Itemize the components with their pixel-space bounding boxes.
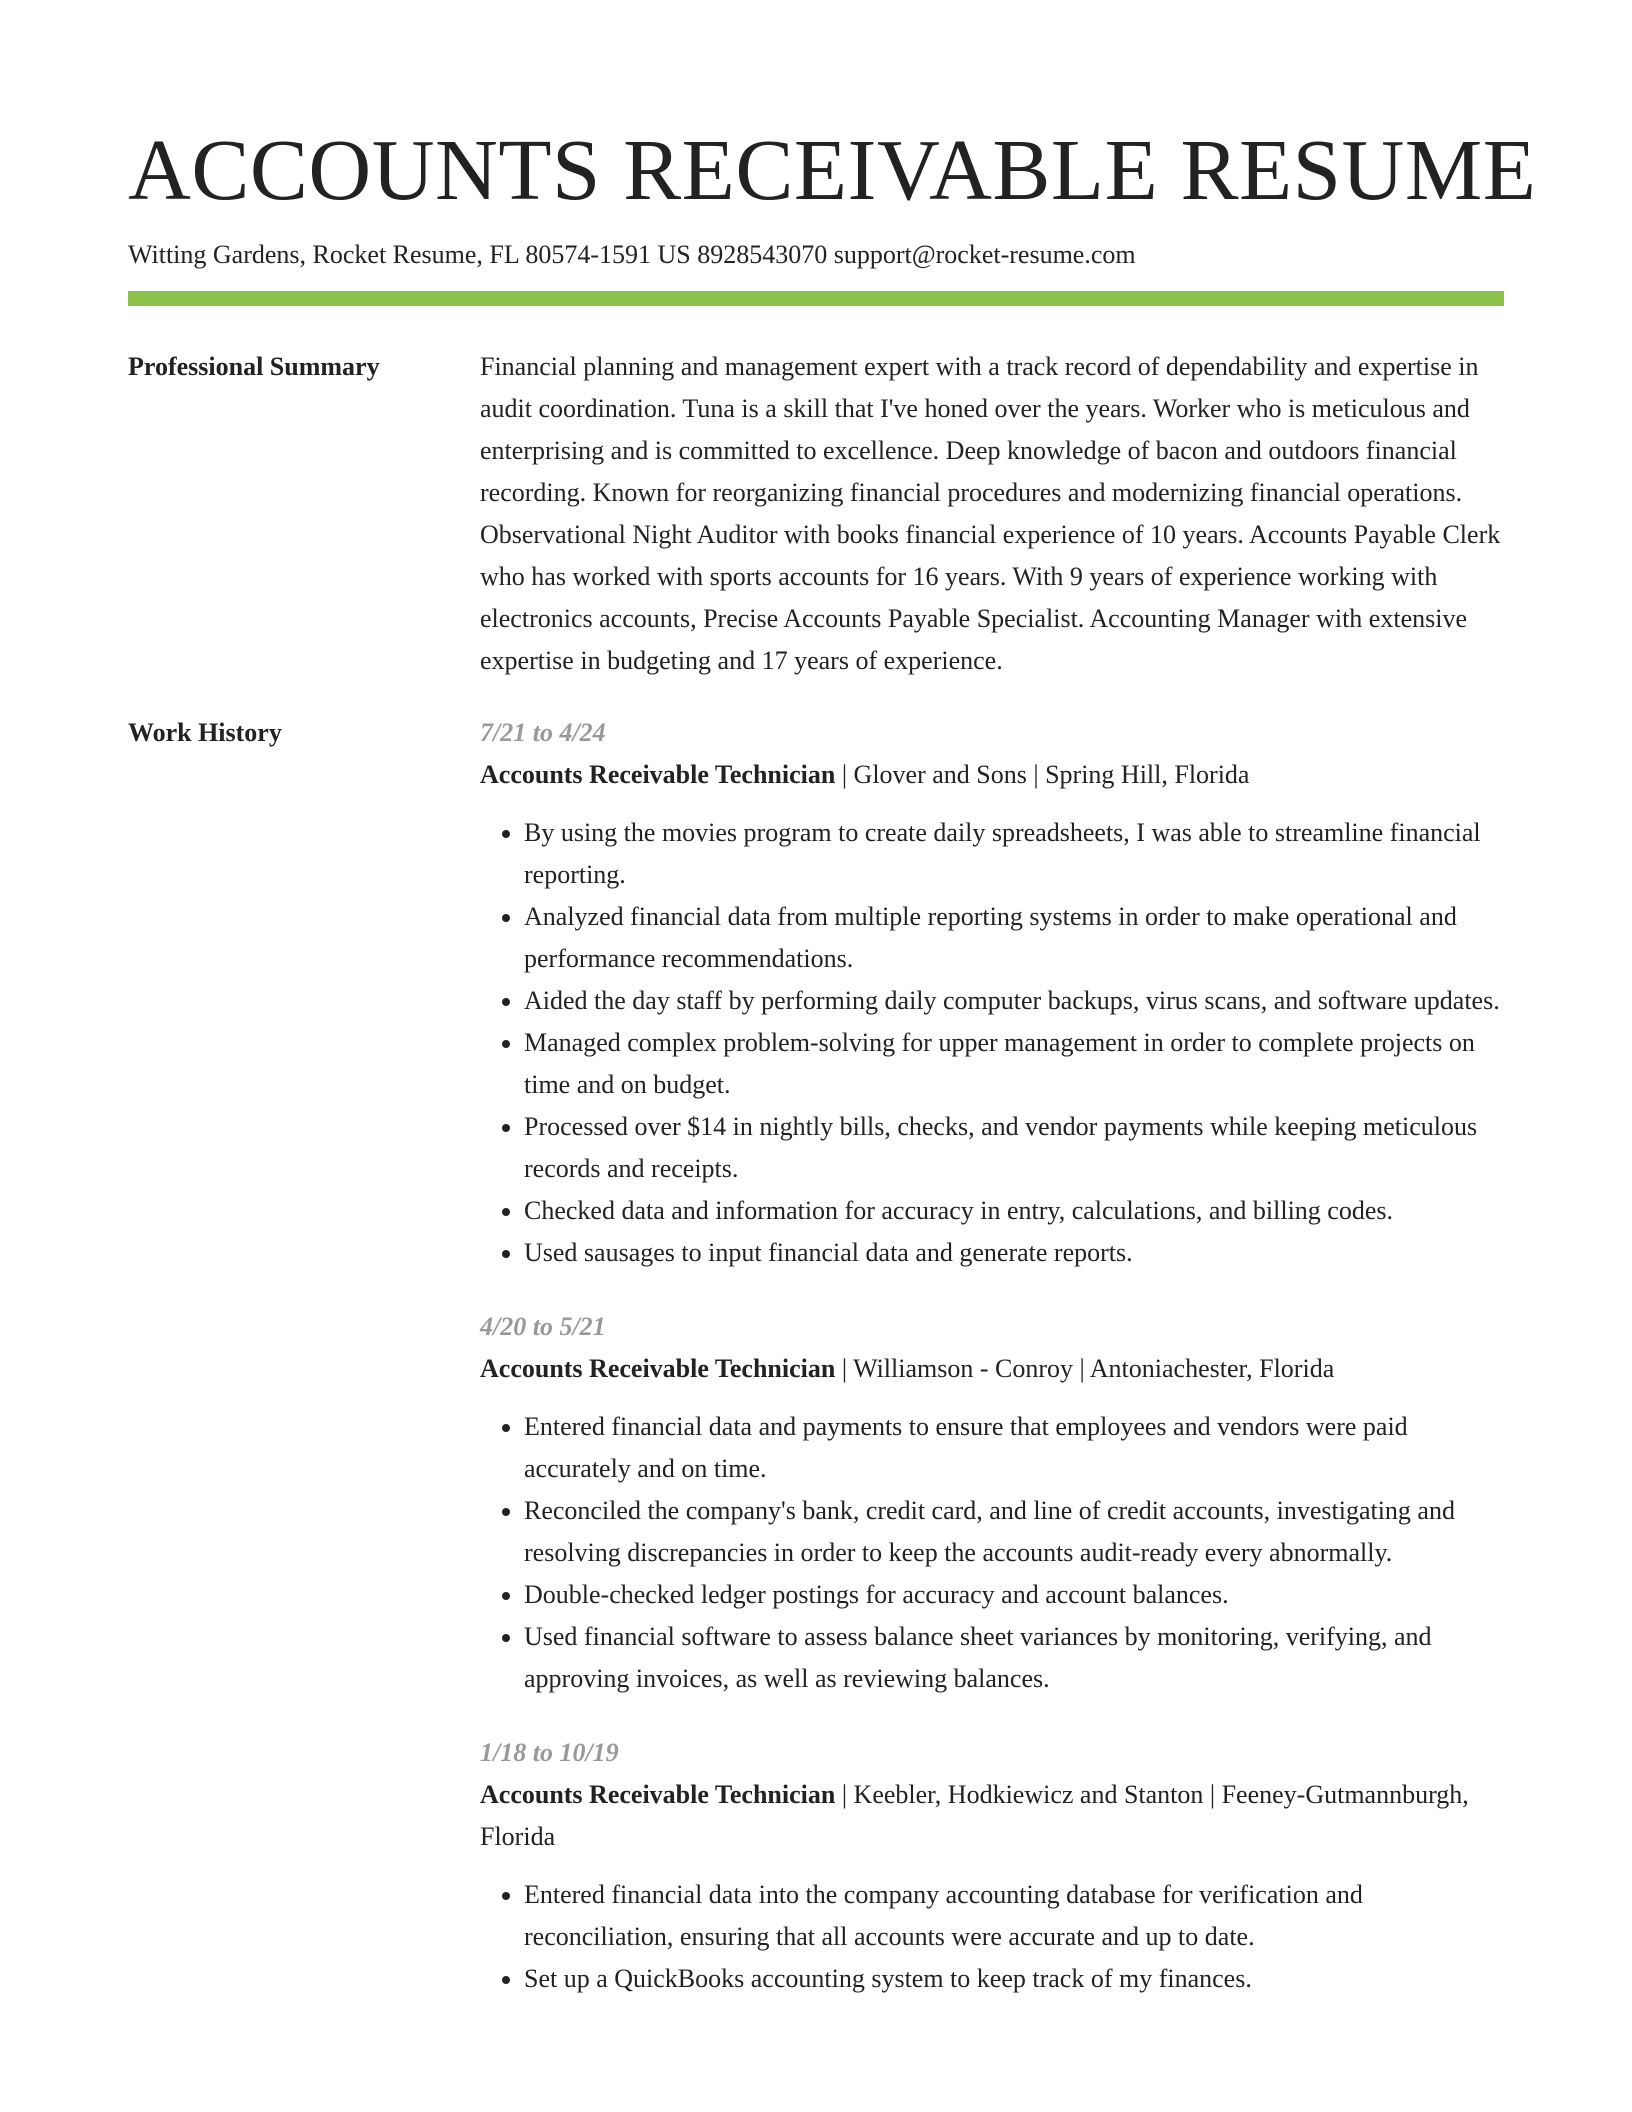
job-title: Accounts Receivable Technician [480, 1780, 836, 1809]
job-bullet: • Reconciled the company's bank, credit card, and line of credit accounts, investigating and resolving discrepancies in order to keep the accounts audit-ready every abnormally. [524, 1490, 1504, 1574]
job-bullet: • Checked data and information for accuracy in entry, calculations, and billing codes. [524, 1190, 1504, 1232]
job-title-line [480, 1348, 1504, 1390]
job-bullet: • Analyzed financial data from multiple reporting systems in order to make operational and performance recommendations. [524, 896, 1504, 980]
professional-summary-body [480, 346, 1504, 682]
job-title: Accounts Receivable Technician [480, 1354, 836, 1383]
job-bullet: • Used sausages to input financial data and generate reports. [524, 1232, 1504, 1274]
job-title-line [480, 754, 1504, 796]
job-bullet: • Entered financial data into the company accounting database for verification and reconciliation, ensuring that all accounts were accurate and up to date. [524, 1874, 1504, 1958]
job-bullet: • Processed over $14 in nightly bills, checks, and vendor payments while keeping meticulous records and receipts. [524, 1106, 1504, 1190]
job-entry [480, 1732, 1504, 2000]
work-history-section [128, 712, 1504, 2000]
job-title-line [480, 1774, 1504, 1858]
job-dates: 1/18 to 10/19 [480, 1738, 619, 1767]
professional-summary-label: Professional Summary [128, 352, 380, 381]
job-bullet-list [480, 1874, 1504, 2000]
job-title: Accounts Receivable Technician [480, 760, 836, 789]
resume-title: ACCOUNTS RECEIVABLE RESUME [128, 121, 1537, 218]
professional-summary-section [128, 346, 1504, 682]
job-entry [480, 712, 1504, 1274]
job-bullet: • Managed complex problem-solving for upper management in order to complete projects on time and on budget. [524, 1022, 1504, 1106]
work-history-label: Work History [128, 718, 282, 747]
job-bullet: • Entered financial data and payments to ensure that employees and vendors were paid accurately and on time. [524, 1406, 1504, 1490]
job-bullet: • Used financial software to assess balance sheet variances by monitoring, verifying, and approving invoices, as well as reviewing balances. [524, 1616, 1504, 1700]
job-details: | Keebler, Hodkiewicz and Stanton | Feeney-Gutmannburgh, Florida [480, 1780, 1469, 1851]
job-bullet: • Aided the day staff by performing daily computer backups, virus scans, and software updates. [524, 980, 1504, 1022]
job-bullet: • Double-checked ledger postings for accuracy and account balances. [524, 1574, 1504, 1616]
job-entry [480, 1306, 1504, 1700]
job-bullet: • Set up a QuickBooks accounting system to keep track of my finances. [524, 1958, 1504, 2000]
job-dates: 4/20 to 5/21 [480, 1312, 606, 1341]
job-bullet: • By using the movies program to create daily spreadsheets, I was able to streamline financial reporting. [524, 812, 1504, 896]
header-divider [128, 291, 1504, 306]
contact-info: Witting Gardens, Rocket Resume, FL 80574-1591 US 8928543070 support@rocket-resume.com [128, 240, 1136, 269]
work-history-body [480, 712, 1504, 2000]
job-details: | Williamson - Conroy | Antoniachester, Florida [835, 1354, 1335, 1383]
professional-summary-text: Financial planning and management expert with a track record of dependability and expertise in audit coordination. Tuna is a skill that I've honed over the years. Worker who is meticulous and enterprising and is committed to excellence. Deep knowledge of bacon and outdoors financial recording. Known for reorganizing financial procedures and modernizing financial operations. Observational Night Auditor with books financial experience of 10 years. Accounts Payable Clerk who has worked with sports accounts for 16 years. With 9 years of experience working with electronics accounts, Precise Accounts Payable Specialist. Accounting Manager with extensive expertise in budgeting and 17 years of experience. [480, 352, 1501, 675]
job-bullet-list [480, 812, 1504, 1274]
job-details: | Glover and Sons | Spring Hill, Florida [835, 760, 1250, 789]
job-bullet-list [480, 1406, 1504, 1700]
job-dates: 7/21 to 4/24 [480, 718, 606, 747]
resume-page [128, 0, 1537, 2000]
